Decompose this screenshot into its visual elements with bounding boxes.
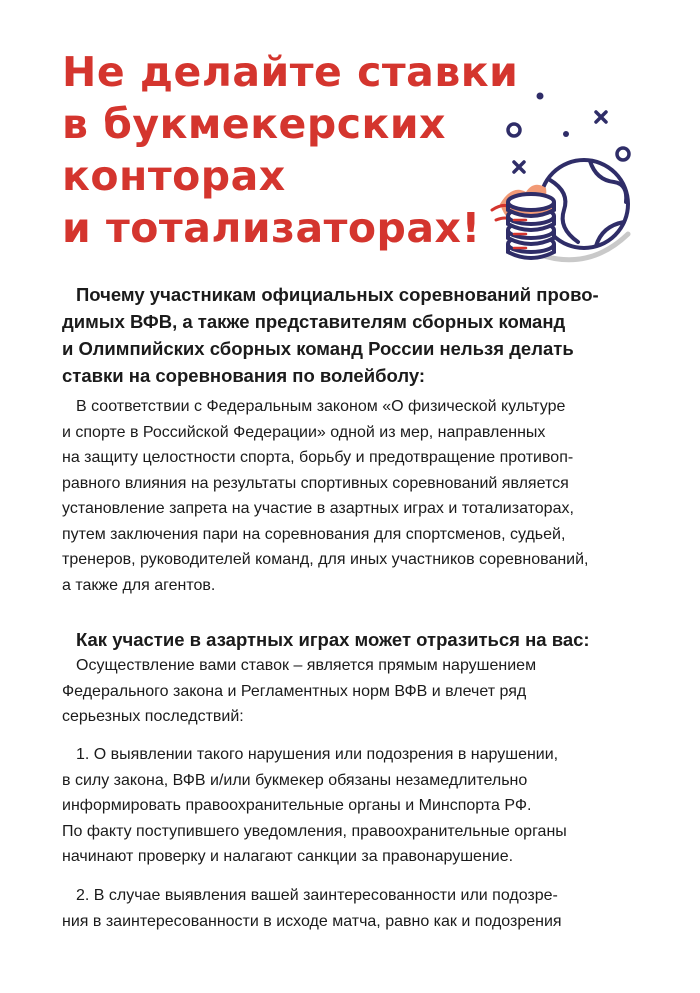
paragraph-line: По факту поступившего уведомления, правоохранительные органы (62, 822, 567, 840)
heading-line: ставки на соревнования по волейболу: (62, 365, 426, 386)
sparkle-dot (537, 93, 544, 100)
heading-line: Как участие в азартных играх может отразиться на вас: (76, 629, 590, 650)
paragraph-line: а также для агентов. (62, 576, 216, 594)
page-title (62, 46, 532, 254)
paragraph-line: 2. В случае выявления вашей заинтересованности или подозре- (76, 887, 558, 904)
paragraph-line: серьезных последствий: (62, 708, 244, 725)
paragraph-line: начинают проверку и налагают санкции за правонарушение. (62, 848, 514, 865)
paragraph-line: и спорте в Российской Федерации» одной из мер, направленных (62, 423, 546, 441)
sparkle-dot (563, 131, 569, 137)
paragraph-line: в силу закона, ВФВ и/или букмекер обязаны незамедлительно (62, 771, 528, 789)
heading-line: Почему участникам официальных соревнований прово- (76, 284, 599, 305)
paragraph-line: ния в заинтересованности в исходе матча, равно как и подозрения (62, 912, 562, 930)
paragraph-line: тренеров, руководителей команд, для иных участников соревнований, (62, 551, 589, 568)
betting-illustration (478, 84, 648, 274)
paragraph-intro (62, 653, 652, 730)
paragraph-line: В соответствии с Федеральным законом «О физической культуре (76, 398, 566, 415)
list-item-2 (62, 883, 652, 934)
title-line: и тотализаторах! (62, 204, 481, 252)
list-item-1 (62, 742, 652, 870)
title-line: конторах (62, 152, 286, 200)
paragraph-line: Осуществление вами ставок – является прямым нарушением (76, 657, 537, 674)
sparkle-decoration (508, 93, 629, 173)
title-line: Не делайте ставки (62, 48, 519, 96)
paragraph-line: информировать правоохранительные органы и Минспорта РФ. (62, 797, 532, 814)
paragraph-line: установление запрета на участие в азартных играх и тотализаторах, (62, 500, 574, 517)
heading-line: и Олимпийских сборных команд России нельзя делать (62, 338, 574, 359)
sparkle-ring (617, 148, 629, 160)
paragraph-law (62, 394, 652, 598)
sparkle-ring (508, 124, 520, 136)
section-heading-consequences (62, 626, 652, 653)
paragraph-line: 1. О выявлении такого нарушения или подозрения в нарушении, (76, 746, 559, 763)
section-heading-why (62, 281, 652, 389)
paragraph-line: Федерального закона и Регламентных норм ВФВ и влечет ряд (62, 682, 527, 700)
heading-line: димых ВФВ, а также представителям сборных команд (62, 311, 566, 332)
title-line: в букмекерских (62, 100, 447, 148)
paragraph-line: путем заключения пари на соревнования для спортсменов, судьей, (62, 525, 566, 543)
paragraph-line: на защиту целостности спорта, борьбу и предотвращение противоп- (62, 449, 574, 466)
paragraph-line: равного влияния на результаты спортивных соревнований является (62, 474, 569, 492)
